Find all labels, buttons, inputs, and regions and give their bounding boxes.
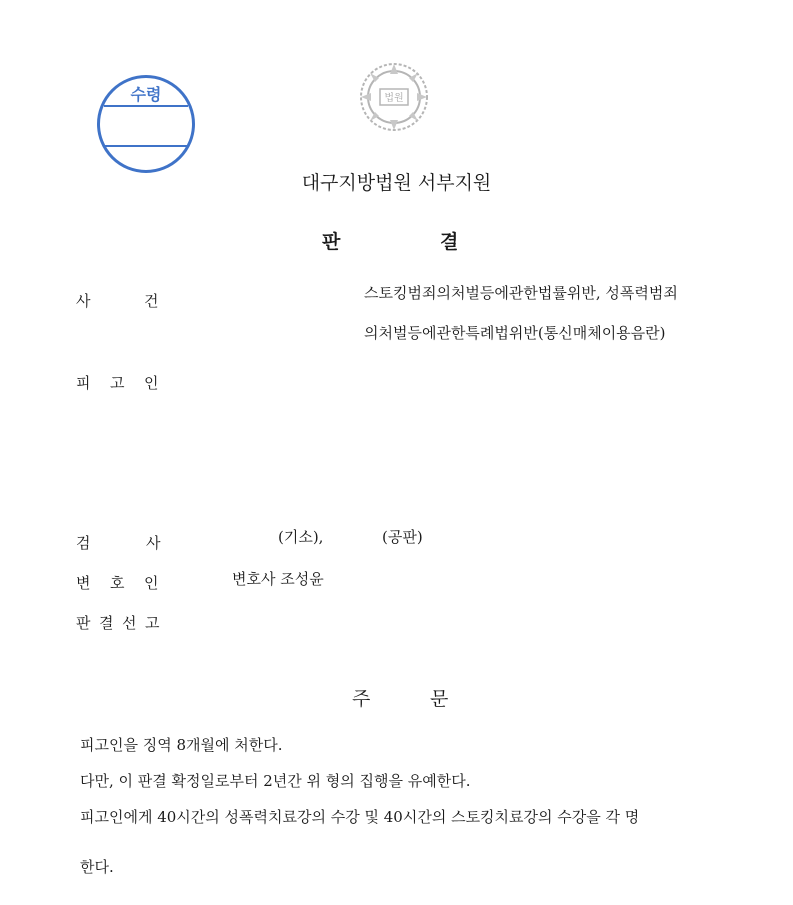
counsel-label-char-2: 호 — [110, 574, 125, 592]
order-line-3: 피고인에게 40시간의 성폭력치료강의 수강 및 40시간의 스토킹치료강의 수강을 각 명 — [80, 808, 640, 826]
stamp-line-top — [104, 105, 188, 107]
counsel-label-char-1: 변 — [76, 574, 91, 592]
order-line-2: 다만, 이 판결 확정일로부터 2년간 위 형의 집행을 유예한다. — [80, 772, 471, 790]
order-line-1: 피고인을 징역 8개월에 처한다. — [80, 736, 283, 754]
defendant-label-char-1: 피 — [76, 374, 91, 392]
order-line-4: 한다. — [80, 858, 114, 876]
doc-title-right: 결 — [440, 231, 459, 253]
court-seal-emblem — [355, 58, 433, 136]
case-value-line-2: 의처벌등에관한특례법위반(통신매체이용음란) — [364, 324, 666, 342]
sentencing-label-char-3: 선 — [122, 614, 137, 632]
doc-title-left: 판 — [322, 231, 341, 253]
case-label-char-1: 사 — [76, 292, 91, 310]
defendant-label-char-3: 인 — [144, 374, 159, 392]
stamp-label: 수령 — [130, 85, 162, 104]
sentencing-label-char-4: 고 — [145, 614, 160, 632]
order-title-right: 문 — [430, 688, 449, 710]
receipt-stamp — [97, 75, 195, 173]
case-value-line-1: 스토킹범죄의처벌등에관한법률위반, 성폭력범죄 — [364, 284, 678, 302]
seal-text: 법원 — [384, 93, 404, 104]
case-label-char-2: 건 — [144, 292, 159, 310]
court-name: 대구지방법원 서부지원 — [301, 172, 492, 194]
prosecutor-label-char-2: 사 — [146, 534, 161, 552]
stamp-line-bottom — [104, 145, 188, 147]
counsel-label-char-3: 인 — [144, 574, 159, 592]
prosecutor-label-char-1: 검 — [76, 534, 91, 552]
sentencing-label-char-1: 판 — [76, 614, 91, 632]
counsel-value: 변호사 조성윤 — [232, 570, 324, 588]
sentencing-label-char-2: 결 — [99, 614, 114, 632]
prosecutor-value-trial: (공판) — [382, 528, 423, 546]
defendant-label-char-2: 고 — [110, 374, 125, 392]
order-title-left: 주 — [352, 688, 371, 710]
prosecutor-value-indictment: (기소), — [278, 528, 324, 546]
